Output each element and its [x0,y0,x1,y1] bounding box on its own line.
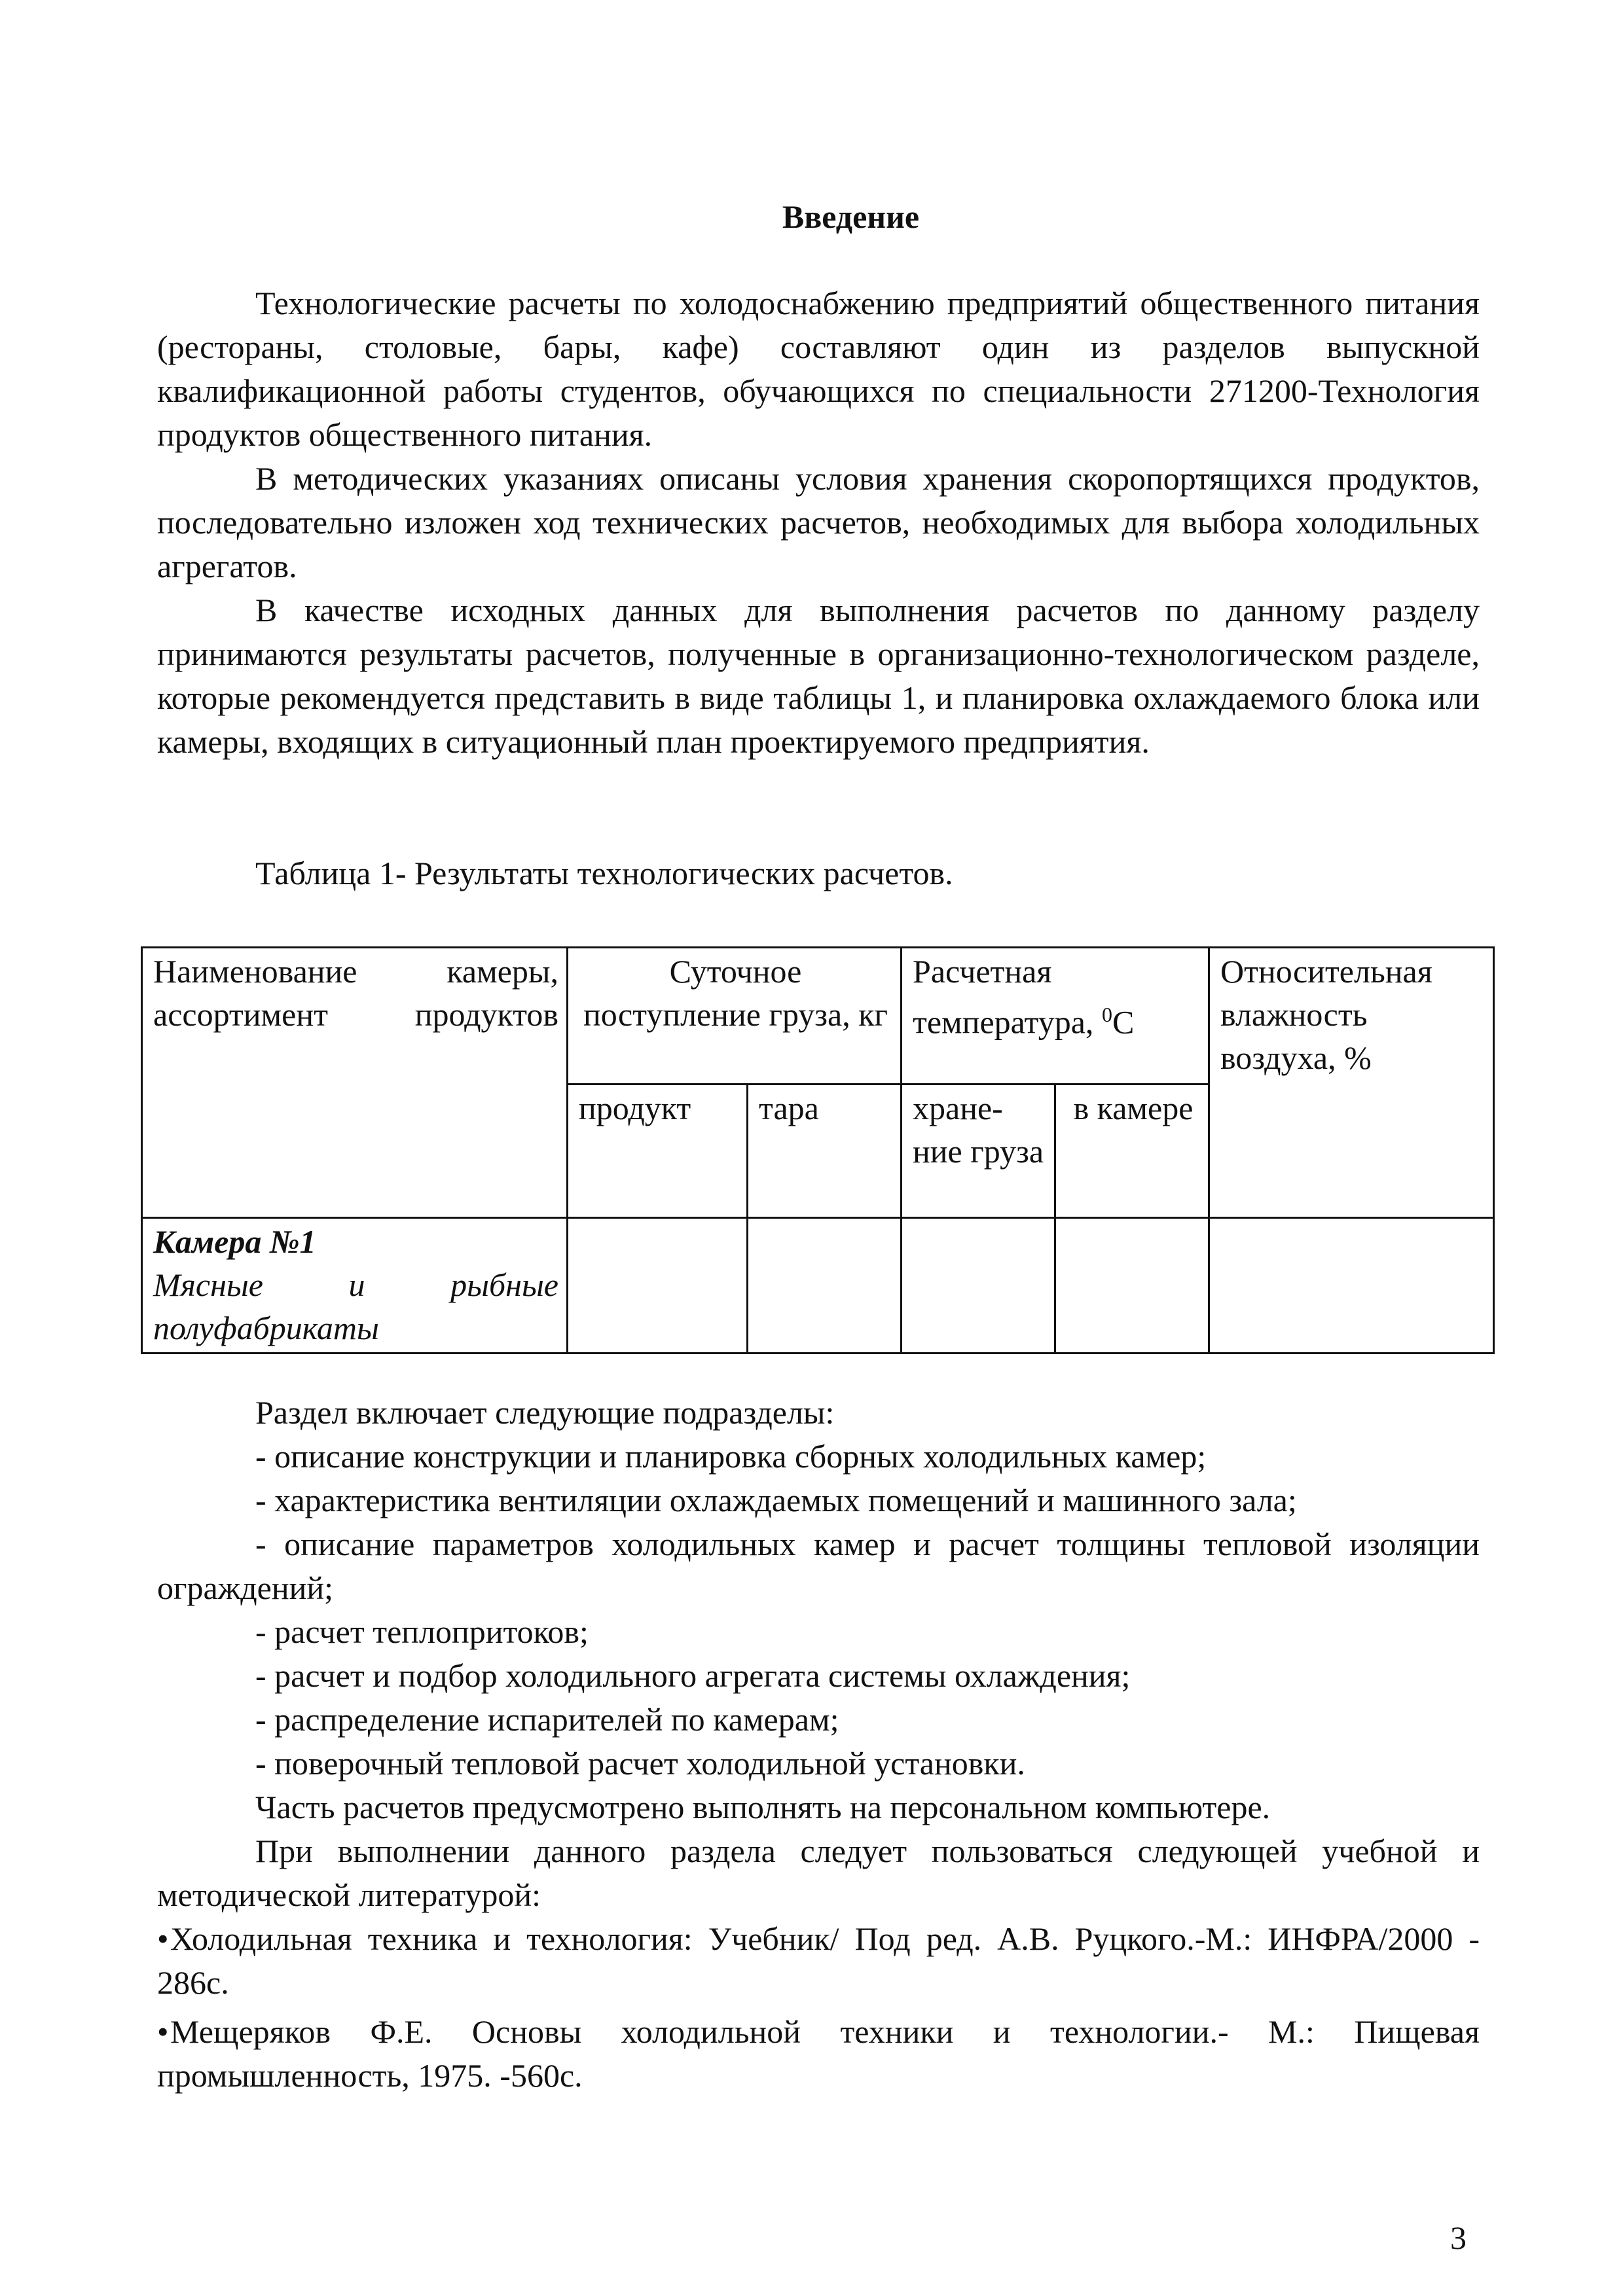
cell-tare [748,1218,902,1354]
intro-paragraph: Технологические расчеты по холодоснабжению предприятий общественного питания (рестораны, столовые, бары, кафе) составляют один из разделов выпускной квалификационной работы студентов, обучающихся по специальности 271200-Технология продуктов общественного питания. [157,285,1480,453]
cell-product [568,1218,748,1354]
section-item: - расчет и подбор холодильного агрегата системы охлаждения; [255,1657,1131,1694]
intro-paragraph: В качестве исходных данных для выполнения расчетов по данному разделу принимаются результаты расчетов, полученные в организационно-технологическом разделе, которые рекомендуется представить в виде таблицы 1, и планировка охлаждаемого блока или камеры, входящих в ситуационный план проектируемого предприятия. [157,592,1480,760]
row-chamber-title: Камера №1 [153,1223,316,1260]
cell-humidity [1209,1218,1494,1354]
page-title: Введение [782,198,920,235]
sections-intro: Раздел включает следующие подразделы: [255,1394,835,1431]
subheader-storage: хране-ние груза [902,1085,1055,1218]
row-chamber-desc: Мясные и рыбные полуфабрикаты [153,1266,558,1346]
header-relative-humidity: Относительная влажность воздуха, % [1209,948,1494,1218]
header-chamber-name: Наименование камеры, ассортимент продуктов [142,948,568,1218]
section-item: - поверочный тепловой расчет холодильной установки. [255,1745,1025,1782]
subheader-in-chamber: в камере [1055,1085,1209,1218]
literature-item [157,1917,1480,2005]
sections-list [157,1391,1480,2103]
degree-sup: 0 [1101,1003,1112,1026]
literature-item [157,2010,1480,2098]
pc-note: Часть расчетов предусмотрено выполнять на персональном компьютере. [255,1789,1271,1825]
section-item: - описание конструкции и планировка сборных холодильных камер; [255,1438,1207,1475]
section-item: - распределение испарителей по камерам; [255,1701,839,1738]
literature-item-text: Холодильная техника и технология: Учебник/ Под ред. А.В. Руцкого.-М.: ИНФРА/2000 - 286с. [157,1920,1480,2001]
cell-in-chamber [1055,1218,1209,1354]
table-caption: Таблица 1- Результаты технологических расчетов. [255,855,953,891]
header-daily-supply: Суточное поступление груза, кг [568,948,902,1085]
row-chamber-cell [142,1218,568,1354]
section-item: - описание параметров холодильных камер и расчет толщины тепловой изоляции ограждений; [157,1526,1480,1606]
section-item: - расчет теплопритоков; [255,1613,589,1650]
literature-item-text: Мещеряков Ф.Е. Основы холодильной техники и технологии.- М.: Пищевая промышленность, 1975. -560с. [157,2013,1480,2094]
bullet-icon: • [157,1920,169,1957]
subheader-tare: тара [748,1085,902,1218]
table-header-row [142,948,1494,1085]
literature-intro: При выполнении данного раздела следует пользоваться следующей учебной и методической литературой: [157,1833,1480,1913]
subheader-product: продукт [568,1085,748,1218]
section-item: - характеристика вентиляции охлаждаемых помещений и машинного зала; [255,1482,1297,1518]
intro-section [157,281,1480,764]
cell-storage [902,1218,1055,1354]
results-table [141,946,1495,1354]
bullet-icon: • [157,2013,169,2050]
temp-unit: С [1112,1003,1135,1041]
table-row [142,1218,1494,1354]
intro-paragraph: В методических указаниях описаны условия хранения скоропортящихся продуктов, последовательно изложен ход технических расчетов, необходимых для выбора холодильных агрегатов. [157,460,1480,584]
page-number: 3 [1450,2219,1467,2256]
header-design-temperature [902,948,1209,1085]
header-temp-label: Расчетная температура, [913,953,1094,1041]
